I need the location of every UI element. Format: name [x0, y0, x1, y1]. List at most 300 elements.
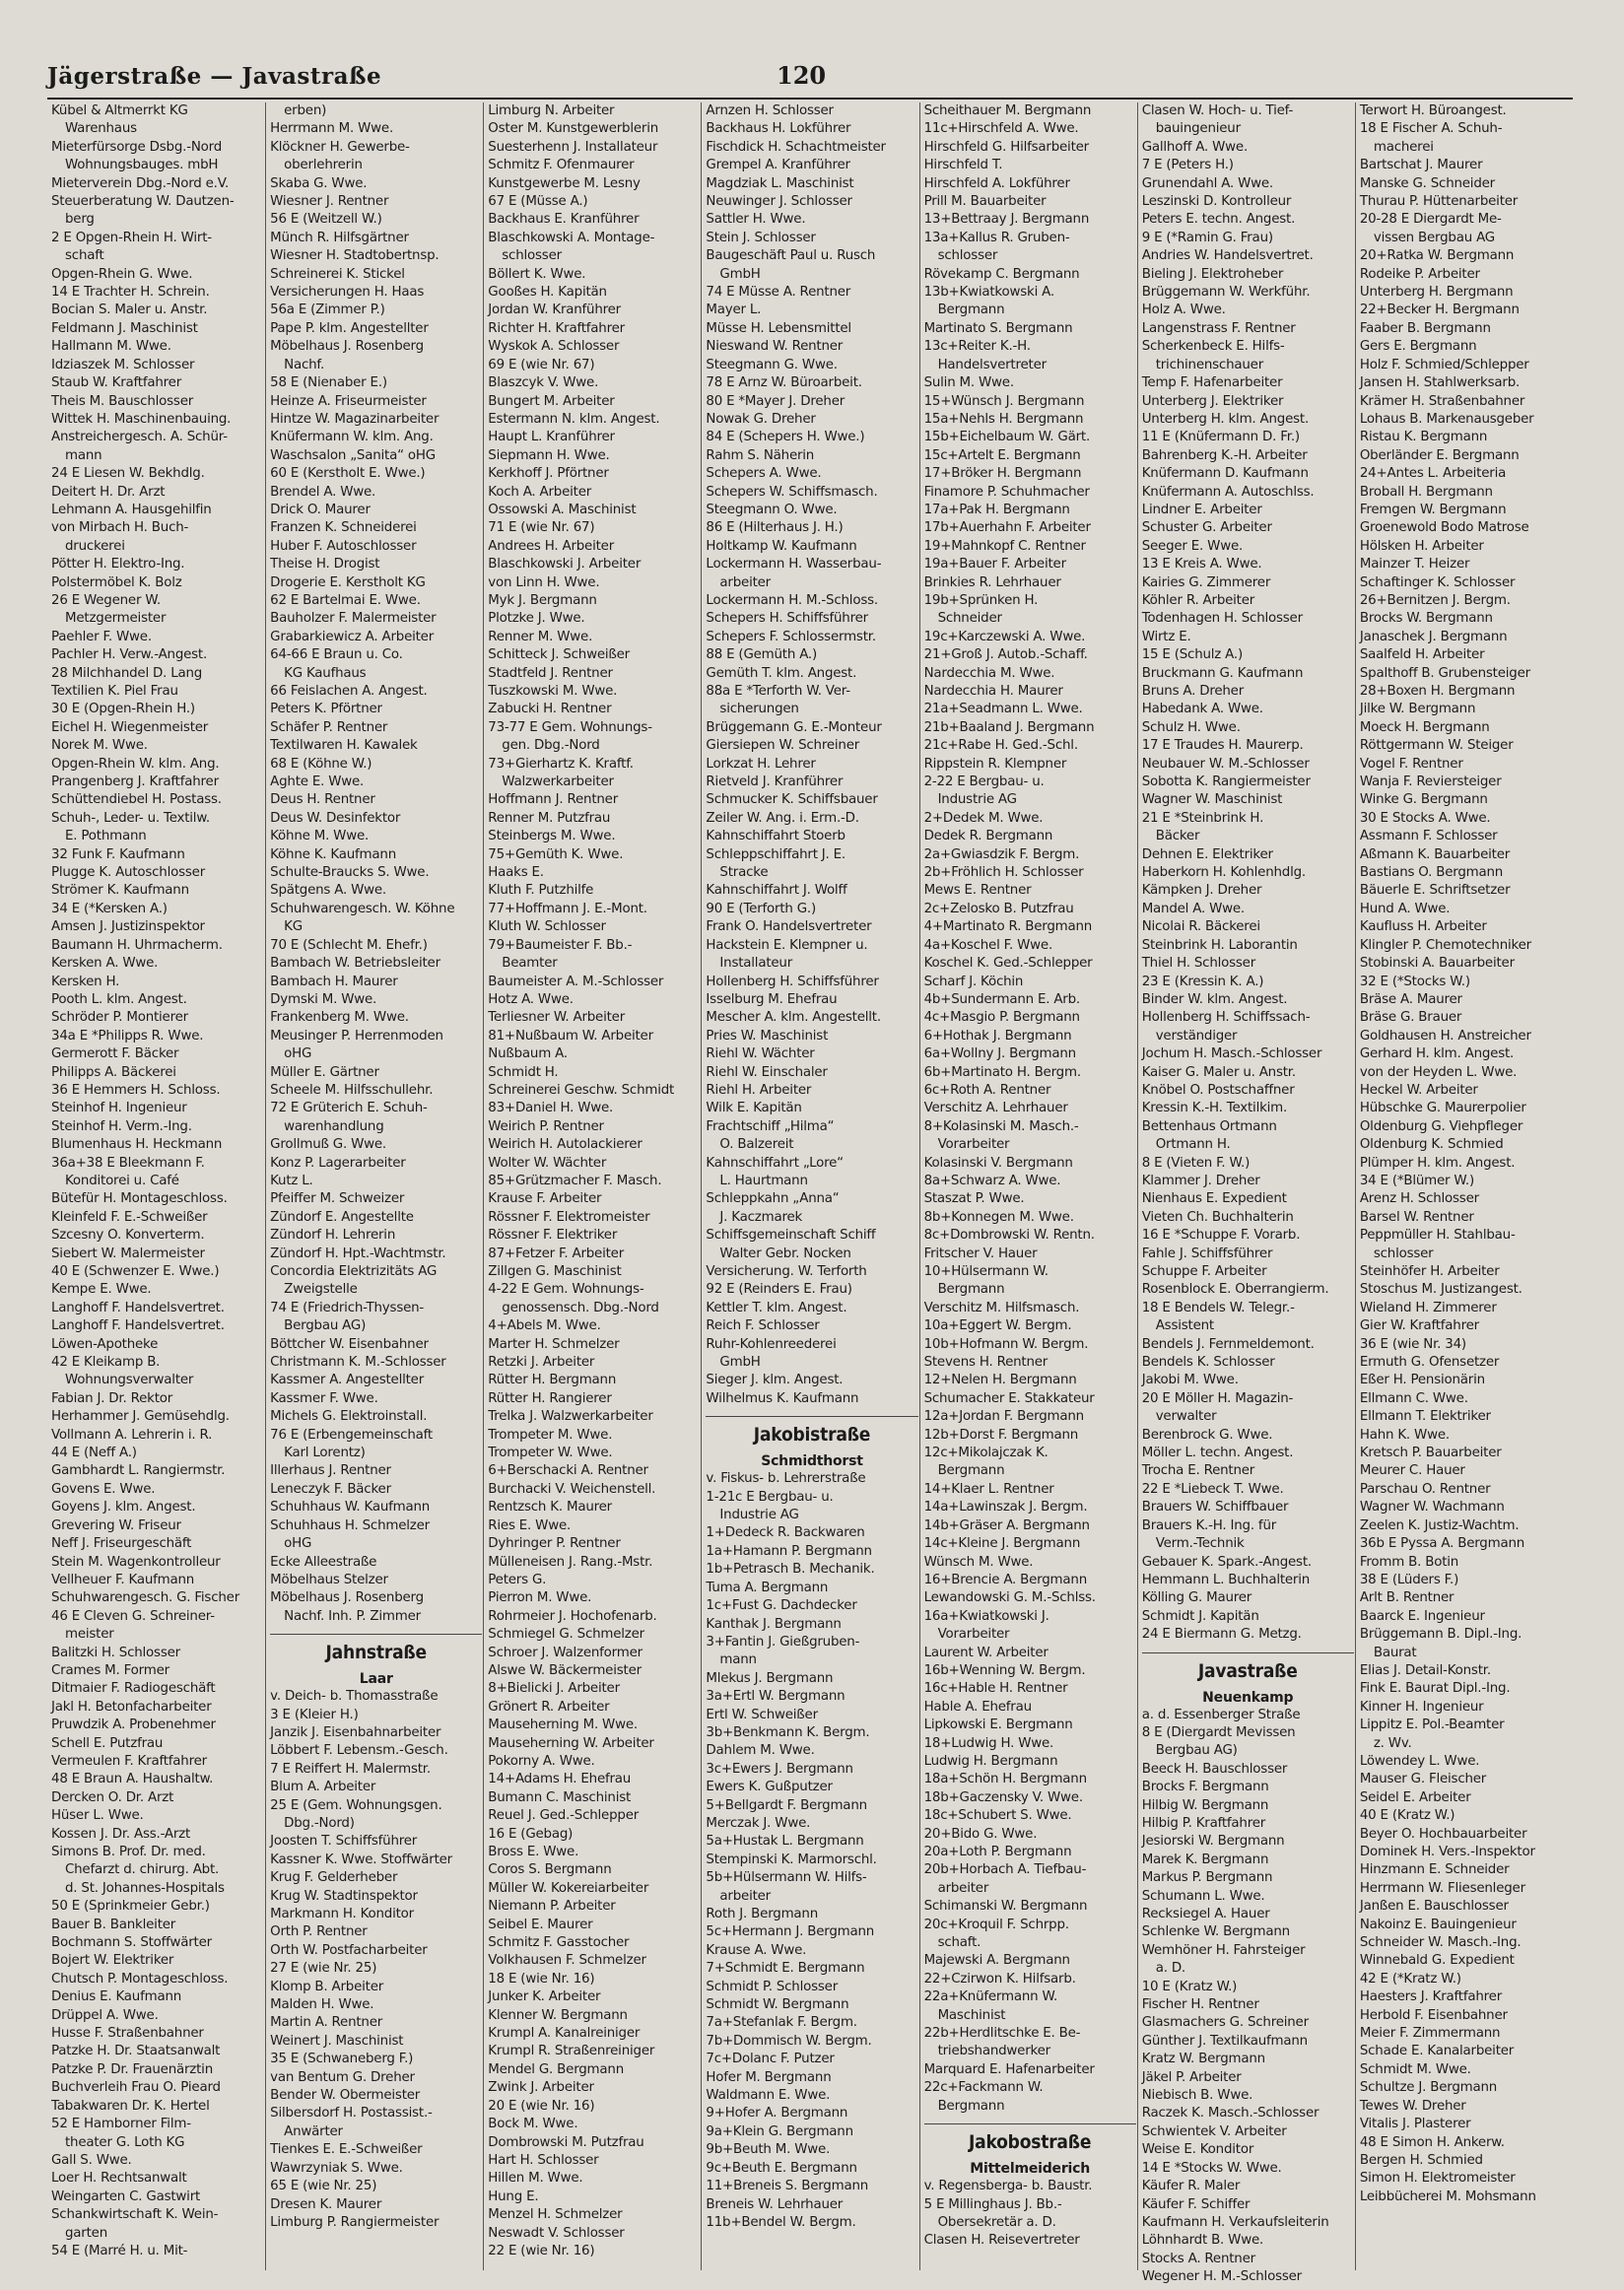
directory-entry: Nardecchia M. Wwe.	[923, 665, 1055, 681]
directory-entry: Ortmann H.	[1155, 1137, 1231, 1153]
directory-entry: Gall S. Wwe.	[51, 2152, 132, 2168]
directory-entry: Kassmer F. Wwe.	[270, 1390, 378, 1406]
directory-entry: Hackstein E. Klempner u.	[706, 937, 868, 953]
directory-entry: Wemhöner H. Fahrsteiger	[1141, 1942, 1306, 1958]
directory-entry: Vorarbeiter	[937, 1137, 1010, 1153]
directory-entry: Riehl W. Einschaler	[706, 1064, 828, 1080]
directory-entry: Berenbrock G. Wwe.	[1141, 1427, 1273, 1443]
directory-entry: Möbelhaus Stelzer	[270, 1572, 388, 1587]
directory-entry: Elias J. Detail-Konstr.	[1359, 1662, 1491, 1678]
directory-entry: Isselburg M. Ehefrau	[706, 991, 838, 1007]
directory-entry: Mieterverein Dbg.-Nord e.V.	[51, 175, 230, 191]
directory-entry: Dbg.-Nord)	[284, 1815, 355, 1831]
directory-entry: 71 E (wie Nr. 67)	[488, 520, 595, 536]
directory-entry: Vitalis J. Plasterer	[1359, 2117, 1471, 2132]
directory-entry: Wagner W. Maschinist	[1141, 792, 1283, 808]
directory-entry: Beamter	[502, 956, 558, 972]
directory-entry: Lipkowski E. Bergmann	[923, 1718, 1073, 1733]
directory-entry: Schmidt J. Kapitän	[1141, 1608, 1259, 1624]
directory-entry: Schmucker K. Schiffsbauer	[706, 792, 878, 808]
directory-entry: Hung E.	[488, 2189, 539, 2204]
directory-entry: Industrie AG	[719, 1508, 799, 1523]
directory-entry: warenhandlung	[284, 1118, 384, 1134]
directory-entry: Seidel E. Arbeiter	[1359, 1789, 1471, 1805]
directory-entry: Weinert J. Maschinist	[270, 2033, 404, 2049]
directory-entry: Brüggemann W. Werkführ.	[1141, 285, 1311, 301]
directory-entry: Deus H. Rentner	[270, 792, 375, 808]
directory-entry: 50 E (Sprinkmeier Gebr.)	[51, 1899, 210, 1915]
directory-entry: 22 E (wie Nr. 16)	[488, 2243, 595, 2258]
directory-entry: Trompeter M. Wwe.	[488, 1427, 613, 1443]
directory-entry: Drüppel A. Wwe.	[51, 2007, 159, 2023]
directory-entry: Herhammer J. Gemüsehdlg.	[51, 1409, 230, 1425]
directory-entry: Lorkzat H. Lehrer	[706, 756, 816, 772]
directory-entry: Schankwirtschaft K. Wein-	[51, 2207, 219, 2223]
directory-entry: sicherungen	[719, 702, 799, 717]
directory-entry: Kretsch P. Bauarbeiter	[1359, 1446, 1502, 1461]
directory-entry: Wittek H. Maschinenbauing.	[51, 411, 232, 427]
directory-entry: Wünsch M. Wwe.	[923, 1554, 1034, 1570]
directory-entry: Waschsalon „Sanita“ oHG	[270, 447, 436, 463]
directory-entry: Knüfermann W. klm. Ang.	[270, 430, 434, 445]
directory-entry: Markus P. Bergmann	[1141, 1870, 1273, 1886]
directory-entry: Philipps A. Bäckerei	[51, 1064, 176, 1080]
directory-entry: Käufer F. Schiffer	[1141, 2196, 1251, 2212]
directory-entry: oHG	[284, 1046, 312, 1062]
directory-entry: 15c+Artelt E. Bergmann	[923, 447, 1081, 463]
directory-entry: 18 E Bendels W. Telegr.-	[1141, 1300, 1295, 1315]
directory-entry: Gemüth T. klm. Angest.	[706, 665, 857, 681]
directory-entry: Mayer L.	[706, 303, 762, 318]
directory-entry: Wieland H. Zimmerer	[1359, 1300, 1497, 1315]
directory-entry: Pfeiffer M. Schweizer	[270, 1191, 405, 1207]
directory-entry: Kinner H. Ingenieur	[1359, 1699, 1484, 1715]
directory-entry: vissen Bergbau AG	[1373, 230, 1495, 245]
directory-entry: L. Haurtmann	[719, 1173, 808, 1188]
directory-entry: 80 E *Mayer J. Dreher	[706, 393, 846, 409]
directory-entry: Hable A. Ehefrau	[923, 1699, 1032, 1715]
directory-entry: Schulz H. Wwe.	[1141, 719, 1241, 735]
directory-entry: Oldenburg G. Viehpfleger	[1359, 1118, 1523, 1134]
directory-entry: Unterberg H. Bergmann	[1359, 285, 1514, 301]
directory-entry: Orth P. Rentner	[270, 1924, 368, 1940]
directory-entry: Rosenblock E. Oberrangierm.	[1141, 1282, 1329, 1298]
directory-entry: Germerott F. Bäcker	[51, 1046, 179, 1062]
directory-entry: Wilhelmus K. Kaufmann	[706, 1390, 859, 1406]
directory-column	[701, 102, 919, 2270]
directory-entry: Brocks F. Bergmann	[1141, 1780, 1269, 1795]
directory-entry: 1a+Hamann P. Bergmann	[706, 1543, 872, 1559]
directory-entry: triebshandwerker	[937, 2044, 1050, 2059]
directory-entry: a. D.	[1155, 1961, 1185, 1977]
directory-entry: Warenhaus	[65, 121, 137, 137]
directory-entry: Plümper H. klm. Angest.	[1359, 1155, 1516, 1171]
directory-entry: 5+Bellgardt F. Bergmann	[706, 1797, 867, 1813]
directory-entry: Schneider	[937, 611, 1002, 627]
running-head: Jägerstraße — Javastraße	[47, 63, 382, 90]
directory-entry: Baumeister A. M.-Schlosser	[488, 974, 664, 989]
directory-entry: Broball H. Bergmann	[1359, 484, 1493, 500]
directory-entry: Hilbig P. Kraftfahrer	[1141, 1815, 1266, 1831]
directory-entry: Silbersdorf H. Postassist.-	[270, 2106, 433, 2122]
directory-entry: Ellmann C. Wwe.	[1359, 1390, 1468, 1406]
directory-entry: Kahnschiffahrt „Lore“	[706, 1155, 844, 1171]
directory-entry: Opgen-Rhein W. klm. Ang.	[51, 756, 220, 772]
directory-entry: 19+Mahnkopf C. Rentner	[923, 538, 1086, 554]
directory-entry: 4c+Masgio P. Bergmann	[923, 1010, 1080, 1026]
directory-entry: Habedank A. Wwe.	[1141, 702, 1263, 717]
directory-entry: Fahle J. Schiffsführer	[1141, 1246, 1273, 1261]
directory-entry: Leneczyk F. Bäcker	[270, 1481, 391, 1497]
directory-entry: 1+Dedeck R. Backwaren	[706, 1525, 865, 1541]
directory-entry: von der Heyden L. Wwe.	[1359, 1064, 1518, 1080]
directory-entry: Riehl H. Arbeiter	[706, 1082, 812, 1098]
directory-entry: Ecke Alleestraße	[270, 1554, 377, 1570]
directory-entry: Rentzsch K. Maurer	[488, 1500, 612, 1515]
directory-entry: Lindner E. Arbeiter	[1141, 502, 1262, 517]
directory-entry: 74 E (Friedrich-Thyssen-	[270, 1300, 425, 1315]
directory-entry: 20 E (wie Nr. 16)	[488, 2098, 595, 2114]
directory-entry: 14c+Kleine J. Bergmann	[923, 1536, 1081, 1552]
directory-entry: Krause A. Wwe.	[706, 1942, 807, 1958]
directory-entry: v. Fiskus- b. Lehrerstraße	[706, 1471, 866, 1487]
directory-entry: Hollenberg H. Schiffssach-	[1141, 1010, 1311, 1026]
directory-entry: 14+Adams H. Ehefrau	[488, 1772, 632, 1787]
directory-entry: arbeiter	[719, 574, 771, 590]
directory-entry: Menzel H. Schmelzer	[488, 2207, 623, 2223]
directory-entry: Trelka J. Walzwerkarbeiter	[488, 1409, 653, 1425]
directory-entry: Bruckmann G. Kaufmann	[1141, 665, 1304, 681]
directory-entry: Schmidt H.	[488, 1064, 559, 1080]
directory-entry: Prangenberg J. Kraftfahrer	[51, 775, 219, 790]
directory-entry: Kaiser G. Maler u. Anstr.	[1141, 1064, 1296, 1080]
directory-entry: 5c+Hermann J. Bergmann	[706, 1924, 875, 1940]
directory-entry: Leszinski D. Kontrolleur	[1141, 194, 1292, 210]
directory-entry: Mainzer T. Heizer	[1359, 557, 1470, 572]
directory-entry: 3 E (Kleier H.)	[270, 1707, 359, 1722]
directory-entry: erben)	[284, 103, 327, 118]
directory-entry: bauingenieur	[1155, 121, 1241, 137]
directory-entry: Chutsch P. Montageschloss.	[51, 1971, 229, 1987]
directory-entry: 16a+Kwiatkowski J.	[923, 1608, 1049, 1624]
directory-entry: Steinhof H. Verm.-Ing.	[51, 1118, 192, 1134]
directory-entry: Schuhhaus W. Kaufmann	[270, 1500, 431, 1515]
directory-entry: Wirtz E.	[1141, 629, 1191, 644]
directory-entry: Kölling G. Maurer	[1141, 1590, 1252, 1606]
directory-entry: 4b+Sundermann E. Arb.	[923, 991, 1080, 1007]
directory-entry: Krumpl R. Straßenreiniger	[488, 2044, 655, 2059]
directory-entry: Assmann F. Schlosser	[1359, 829, 1498, 844]
directory-entry: Limburg N. Arbeiter	[488, 103, 615, 118]
directory-entry: Kahnschiffahrt Stoerb	[706, 829, 846, 844]
directory-entry: Winke G. Bergmann	[1359, 792, 1488, 808]
directory-entry: Jordan W. Kranführer	[488, 303, 621, 318]
directory-entry: Schmidt M. Wwe.	[1359, 2061, 1471, 2077]
directory-entry: 88a E *Terforth W. Ver-	[706, 684, 850, 699]
directory-entry: Bergen H. Schmied	[1359, 2152, 1483, 2168]
street-heading: Jakobostraße	[924, 2123, 1136, 2154]
directory-entry: Trocha E. Rentner	[1141, 1463, 1255, 1479]
directory-entry: Schneider W. Masch.-Ing.	[1359, 1935, 1522, 1951]
directory-entry: Bauer B. Bankleiter	[51, 1917, 176, 1932]
directory-entry: Möller L. techn. Angest.	[1141, 1446, 1294, 1461]
directory-entry: Peters E. techn. Angest.	[1141, 212, 1296, 228]
directory-entry: Brüggemann B. Dipl.-Ing.	[1359, 1627, 1522, 1643]
street-heading: Jahnstraße	[270, 1634, 482, 1664]
page-header	[47, 57, 1565, 97]
directory-entry: 19a+Bauer F. Arbeiter	[923, 557, 1066, 572]
directory-entry: Dehnen E. Elektriker	[1141, 846, 1273, 862]
directory-entry: Hund A. Wwe.	[1359, 901, 1451, 916]
directory-entry: Maschinist	[937, 2007, 1006, 2023]
directory-entry: Krause F. Arbeiter	[488, 1191, 602, 1207]
page-number: 120	[777, 61, 827, 90]
directory-entry: 48 E Braun A. Haushaltw.	[51, 1772, 214, 1787]
directory-entry: Mescher A. klm. Angestellt.	[706, 1010, 881, 1026]
directory-entry: Baumann H. Uhrmacherm.	[51, 937, 223, 953]
directory-entry: Deus W. Desinfektor	[270, 810, 401, 826]
directory-entry: Parschau O. Rentner	[1359, 1481, 1491, 1497]
directory-entry: schaft.	[937, 1935, 981, 1951]
directory-entry: Rohrmeier J. Hochofenarb.	[488, 1608, 657, 1624]
directory-entry: 24+Antes L. Arbeiteria	[1359, 466, 1507, 482]
directory-entry: Bumann C. Maschinist	[488, 1789, 632, 1805]
directory-entry: Volkhausen F. Schmelzer	[488, 1953, 646, 1969]
directory-entry: 74 E Müsse A. Rentner	[706, 285, 851, 301]
directory-entry: Bojert W. Elektriker	[51, 1953, 174, 1969]
directory-entry: 9 E (*Ramin G. Frau)	[1141, 230, 1273, 245]
directory-entry: Langhoff F. Handelsvertret.	[51, 1300, 225, 1315]
directory-entry: Bergmann	[937, 1463, 1005, 1479]
directory-entry: Brauers W. Schiffbauer	[1141, 1500, 1289, 1515]
directory-entry: 20+Bido G. Wwe.	[923, 1826, 1038, 1842]
directory-entry: 11c+Hirschfeld A. Wwe.	[923, 121, 1079, 137]
directory-entry: 34 E (*Kersken A.)	[51, 901, 168, 916]
directory-entry: Konz P. Lagerarbeiter	[270, 1155, 406, 1171]
directory-entry: Rippstein R. Klempner	[923, 756, 1067, 772]
directory-entry: Nachf.	[284, 357, 325, 372]
directory-column	[1355, 102, 1574, 2270]
directory-entry: Herrmann W. Fliesenleger	[1359, 1880, 1525, 1896]
directory-entry: Bruns A. Dreher	[1141, 684, 1245, 699]
directory-entry: Siebert W. Malermeister	[51, 1246, 205, 1261]
directory-entry: Plugge K. Autoschlosser	[51, 865, 205, 881]
directory-entry: Pötter H. Elektro-Ing.	[51, 557, 185, 572]
directory-entry: 90 E (Terforth G.)	[706, 901, 816, 916]
directory-entry: Bettenhaus Ortmann	[1141, 1118, 1277, 1134]
directory-entry: Joosten T. Schiffsführer	[270, 1834, 418, 1850]
directory-entry: Meusinger P. Herrenmoden	[270, 1028, 443, 1044]
directory-entry: 17+Bröker H. Bergmann	[923, 466, 1082, 482]
directory-entry: Temp F. Hafenarbeiter	[1141, 375, 1283, 391]
directory-entry: Seibel E. Maurer	[488, 1917, 593, 1932]
directory-entry: Oberländer E. Bergmann	[1359, 447, 1520, 463]
directory-entry: Walter Gebr. Nocken	[719, 1246, 851, 1261]
directory-entry: 8+Bielicki J. Arbeiter	[488, 1681, 620, 1697]
directory-entry: Lippitz E. Pol.-Beamter	[1359, 1718, 1505, 1733]
directory-entry: 17a+Pak H. Bergmann	[923, 502, 1070, 517]
directory-entry: Janaschek J. Bergmann	[1359, 629, 1508, 644]
directory-entry: Scherkenbeck E. Hilfs-	[1141, 339, 1285, 355]
directory-entry: 73+Gierhartz K. Kraftf.	[488, 756, 634, 772]
directory-entry: Schäfer P. Rentner	[270, 719, 388, 735]
directory-entry: Klingler P. Chemotechniker	[1359, 937, 1531, 953]
directory-entry: Holz A. Wwe.	[1141, 303, 1226, 318]
directory-entry: Peters K. Pförtner	[270, 702, 382, 717]
directory-entry: Mlekus J. Bergmann	[706, 1670, 834, 1686]
directory-entry: Koschel K. Ged.-Schlepper	[923, 956, 1093, 972]
directory-entry: 76 E (Erbengemeinschaft	[270, 1427, 433, 1443]
street-heading: Javastraße	[1142, 1652, 1354, 1683]
directory-entry: Reich F. Schlosser	[706, 1318, 820, 1334]
directory-entry: Wawrzyniak S. Wwe.	[270, 2160, 403, 2176]
directory-entry: Dahlem M. Wwe.	[706, 1743, 815, 1759]
directory-entry: Rövekamp C. Bergmann	[923, 266, 1080, 282]
directory-entry: Schepers F. Schlossermstr.	[706, 629, 876, 644]
directory-entry: Knüfermann D. Kaufmann	[1141, 466, 1309, 482]
directory-entry: Lewandowski G. M.-Schlss.	[923, 1590, 1096, 1606]
directory-entry: Drick O. Maurer	[270, 502, 371, 517]
directory-entry: Kaufmann H. Verkaufsleiterin	[1141, 2214, 1329, 2230]
directory-entry: Gers E. Bergmann	[1359, 339, 1477, 355]
directory-entry: Steinhof H. Ingenieur	[51, 1101, 187, 1116]
directory-entry: Verschitz M. Hilfsmasch.	[923, 1300, 1080, 1315]
directory-entry: Stocks A. Rentner	[1141, 2251, 1255, 2266]
directory-entry: Coros S. Bergmann	[488, 1862, 612, 1878]
directory-entry: Schultze J. Bergmann	[1359, 2080, 1498, 2096]
directory-entry: Wilk E. Kapitän	[706, 1101, 802, 1116]
directory-column	[483, 102, 702, 2270]
directory-entry: Kluth F. Putzhilfe	[488, 883, 594, 899]
directory-entry: 4+Martinato R. Bergmann	[923, 919, 1093, 935]
directory-entry: a. d. Essenberger Straße	[1141, 1707, 1301, 1722]
directory-entry: Mauseherning M. Wwe.	[488, 1718, 638, 1733]
directory-entry: Ertl W. Schweißer	[706, 1707, 818, 1722]
directory-entry: Vieten Ch. Buchhalterin	[1141, 1209, 1294, 1225]
directory-entry: Köhne K. Kaufmann	[270, 846, 396, 862]
directory-entry: 11b+Bendel W. Bergm.	[706, 2214, 856, 2230]
directory-entry: Lockermann H. M.-Schloss.	[706, 592, 878, 608]
directory-entry: Kersken A. Wwe.	[51, 956, 159, 972]
directory-entry: Arenz H. Schlosser	[1359, 1191, 1479, 1207]
directory-entry: 10 E (Kratz W.)	[1141, 1979, 1238, 1994]
directory-entry: Opgen-Rhein G. Wwe.	[51, 266, 193, 282]
directory-entry: 38 E (Lüders F.)	[1359, 1572, 1459, 1587]
directory-entry: Karl Lorentz)	[284, 1446, 366, 1461]
directory-entry: Hübschke G. Maurerpolier	[1359, 1101, 1526, 1116]
directory-entry: Finamore P. Schuhmacher	[923, 484, 1090, 500]
directory-entry: 24 E Biermann G. Metzg.	[1141, 1627, 1302, 1643]
directory-entry: Hofer M. Bergmann	[706, 2069, 832, 2085]
directory-entry: Schmitz F. Gasstocher	[488, 1935, 630, 1951]
directory-entry: Heinze A. Friseurmeister	[270, 393, 427, 409]
directory-entry: Meier F. Zimmermann	[1359, 2026, 1501, 2042]
directory-entry: Hirschfeld A. Lokführer	[923, 175, 1070, 191]
directory-entry: Renner M. Wwe.	[488, 629, 593, 644]
directory-entry: Brauers K.-H. Ing. für	[1141, 1517, 1277, 1533]
directory-entry: Krämer H. Straßenbahner	[1359, 393, 1525, 409]
directory-entry: 7b+Dommisch W. Bergm.	[706, 2033, 872, 2049]
directory-entry: Rahm S. Näherin	[706, 447, 815, 463]
directory-entry: Illerhaus J. Rentner	[270, 1463, 391, 1479]
directory-entry: 12a+Jordan F. Bergmann	[923, 1409, 1084, 1425]
directory-entry: 18+Ludwig H. Wwe.	[923, 1735, 1054, 1751]
directory-entry: Staszat P. Wwe.	[923, 1191, 1025, 1207]
directory-entry: Rütter H. Bergmann	[488, 1373, 617, 1388]
directory-entry: Stein M. Wagenkontrolleur	[51, 1554, 221, 1570]
directory-entry: 2a+Gwiasdzik F. Bergm.	[923, 846, 1080, 862]
directory-entry: von Linn H. Wwe.	[488, 574, 600, 590]
directory-entry: Marter H. Schmelzer	[488, 1336, 620, 1352]
directory-entry: berg	[65, 212, 95, 228]
directory-entry: 14a+Lawinszak J. Bergm.	[923, 1500, 1088, 1515]
directory-entry: Bocian S. Maler u. Anstr.	[51, 303, 208, 318]
directory-entry: Bräse G. Brauer	[1359, 1010, 1462, 1026]
directory-entry: J. Kaczmarek	[719, 1209, 803, 1225]
directory-entry: Husse F. Straßenbahner	[51, 2026, 204, 2042]
directory-entry: 46 E Cleven G. Schreiner-	[51, 1608, 215, 1624]
directory-entry: 18b+Gaczensky V. Wwe.	[923, 1789, 1083, 1805]
directory-entry: Installateur	[719, 956, 793, 972]
directory-entry: Jakl H. Betonfacharbeiter	[51, 1699, 212, 1715]
directory-entry: 8a+Schwarz A. Wwe.	[923, 1173, 1061, 1188]
directory-entry: 17 E Traudes H. Maurerp.	[1141, 738, 1304, 754]
directory-entry: 40 E (Kratz W.)	[1359, 1808, 1455, 1824]
directory-entry: 2+Dedek M. Wwe.	[923, 810, 1044, 826]
directory-entry: Fischdick H. Schachtmeister	[706, 139, 886, 155]
directory-entry: 26+Bernitzen J. Bergm.	[1359, 592, 1511, 608]
directory-entry: Bross E. Wwe.	[488, 1845, 579, 1859]
directory-entry: 20c+Kroquil F. Schrpp.	[923, 1917, 1069, 1932]
directory-column	[265, 102, 484, 2270]
directory-entry: 6+Hothak J. Bergmann	[923, 1028, 1072, 1044]
directory-entry: 85+Grützmacher F. Masch.	[488, 1173, 662, 1188]
directory-entry: 27 E (wie Nr. 25)	[270, 1961, 377, 1977]
directory-entry: Jilke W. Bergmann	[1359, 702, 1476, 717]
directory-entry: Wyskok A. Schlosser	[488, 339, 620, 355]
directory-entry: Zündorf H. Lehrerin	[270, 1228, 396, 1244]
directory-entry: Franzen K. Schneiderei	[270, 520, 417, 536]
directory-entry: Klomp B. Arbeiter	[270, 1979, 384, 1994]
directory-entry: 21a+Seadmann L. Wwe.	[923, 702, 1083, 717]
directory-entry: Koch A. Arbeiter	[488, 484, 592, 500]
directory-entry: Vellheuer F. Kaufmann	[51, 1572, 195, 1587]
directory-entry: Grempel A. Kranführer	[706, 158, 850, 173]
directory-entry: 13b+Kwiatkowski A.	[923, 285, 1054, 301]
directory-entry: 58 E (Nienaber E.)	[270, 375, 387, 391]
directory-entry: Kempe E. Wwe.	[51, 1282, 152, 1298]
directory-entry: Haaks E.	[488, 865, 544, 881]
directory-entry: Faaber B. Bergmann	[1359, 320, 1491, 336]
directory-entry: Dyhringer P. Rentner	[488, 1536, 621, 1552]
directory-entry: 7 E (Peters H.)	[1141, 158, 1234, 173]
directory-entry: Schuhwarengesch. W. Köhne	[270, 901, 455, 916]
directory-entry: Kunstgewerbe M. Lesny	[488, 175, 641, 191]
directory-entry: Lehmann A. Hausgehilfin	[51, 502, 212, 517]
directory-entry: Brendel A. Wwe.	[270, 484, 376, 500]
directory-entry: Andries W. Handelsvertret.	[1141, 248, 1314, 264]
directory-entry: Industrie AG	[937, 792, 1017, 808]
directory-entry: 13c+Reiter K.-H.	[923, 339, 1031, 355]
directory-entry: Stein J. Schlosser	[706, 230, 816, 245]
directory-entry: Böttcher W. Eisenbahner	[270, 1336, 429, 1352]
directory-entry: 92 E (Reinders E. Frau)	[706, 1282, 852, 1298]
directory-entry: Vollmann A. Lehrerin i. R.	[51, 1427, 213, 1443]
directory-entry: 3+Fantin J. Gießgruben-	[706, 1634, 860, 1650]
directory-entry: Steegmann G. Wwe.	[706, 357, 838, 372]
directory-entry: Köhne M. Wwe.	[270, 829, 370, 844]
directory-entry: Langhoff F. Handelsvertret.	[51, 1318, 225, 1334]
